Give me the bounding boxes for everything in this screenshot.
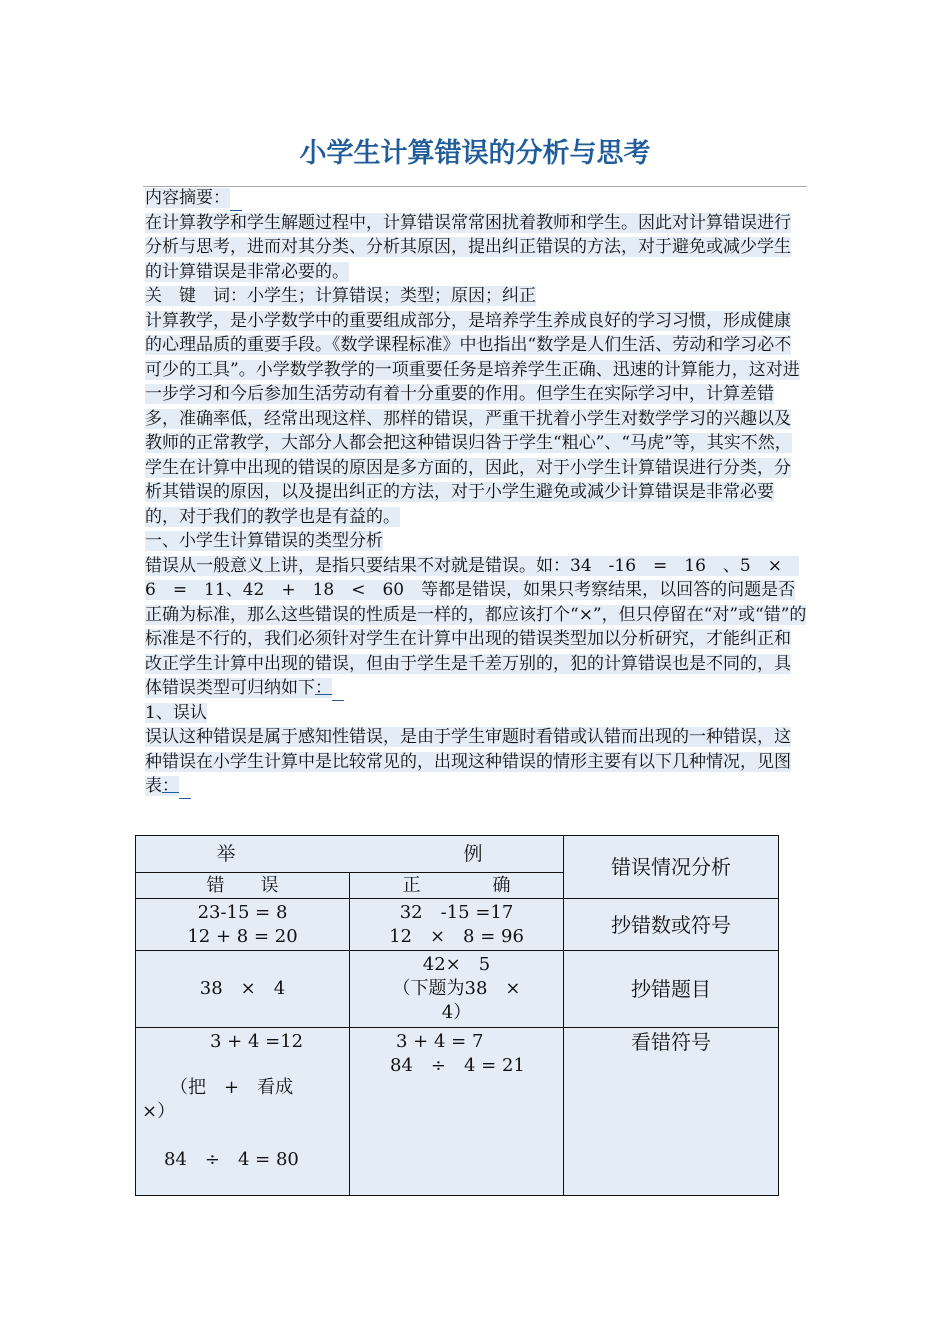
keywords-text: 小学生；计算错误；类型；原因；纠正: [247, 286, 536, 306]
abstract-text: 在计算教学和学生解题过程中，计算错误常常困扰着教师和学生。因此对计算错误进行分析与思考，进而对其分类、分析其原因，提出纠正错误的方法，对于避免或减少学生的计算错误是非常必要的。: [145, 212, 791, 282]
table-row: [136, 1028, 779, 1196]
intro-paragraph: [145, 309, 807, 530]
header-wrong: 错 误: [136, 873, 350, 899]
wrong-cell: [136, 899, 350, 951]
sub1-text: 误认这种错误是属于感知性错误，是由于学生审题时看错或认错而出现的一种错误，这种错误在小学生计算中是比较常见的，出现这种错误的情形主要有以下几种情况，见图表: [145, 727, 791, 796]
section1-heading: [145, 529, 807, 554]
blank-underline: [230, 194, 242, 211]
analysis-cell: 看错符号: [564, 1028, 779, 1196]
table-row: [136, 899, 779, 951]
abstract-label-line: [145, 186, 807, 211]
sub1-text-end: ：: [162, 776, 179, 796]
right-line: 3 + 4 = 7: [396, 1031, 484, 1052]
document-body: [145, 186, 807, 799]
wrong-cell: [136, 1028, 350, 1196]
right-line: 84 ÷ 4 = 21: [390, 1055, 525, 1076]
page-title: 小学生计算错误的分析与思考: [299, 138, 651, 169]
table-row: [136, 951, 779, 1028]
section1-paragraph: [145, 554, 807, 701]
wrong-line: 23-15 = 8: [197, 901, 288, 923]
header-analysis: 错误情况分析: [564, 836, 779, 899]
blank-underline: [179, 782, 191, 799]
blank-underline: [332, 684, 344, 701]
sub1-paragraph: [145, 725, 807, 799]
right-line: 4）: [441, 1002, 472, 1023]
abstract-paragraph: [145, 211, 807, 285]
right-cell: [350, 899, 564, 951]
intro-text: 计算教学，是小学数学中的重要组成部分，是培养学生养成良好的学习习惯，形成健康的心理品质的重要手段。《数学课程标准》中也指出“数学是人们生活、劳动和学习必不可少的工具”。小学数学教学的一项重要任务是培养学生正确、迅速的计算能力，这对进一步学习和今后参加生活劳动有着十分重要的作用。但学生在实际学习中，计算差错多，准确率低，经常出现这样、那样的错误，严重干扰着小学生对数学学习的兴趣以及教师的正常教学，大部分人都会把这种错误归咎于学生“粗心”、“马虎”等，其实不然，学生在计算中出现的错误的原因是多方面的，因此，对于小学生计算错误进行分类，分析其错误的原因，以及提出纠正的方法，对于小学生避免或减少计算错误是非常必要的，对于我们的教学也是有益的。: [145, 310, 800, 527]
header-example: 举 例: [136, 836, 564, 873]
wrong-line: 3 + 4 =12: [210, 1031, 304, 1052]
sub1-heading: [145, 701, 807, 726]
error-table: [135, 835, 778, 1196]
wrong-cell: [136, 951, 350, 1028]
section1-text-end: ：: [315, 678, 332, 698]
sub1-heading-text: 1、误认: [145, 702, 207, 723]
section1-text: 错误从一般意义上讲，是指只要结果不对就是错误。如：34 -16 = 16 、5 × 6 = 11、42 + 18 < 60 等都是错误，如果只考察结果，以回答的问题是否正确为标准，那么这些错误的性质是一样的，都应该打个“×”，但只停留在“对”或“错”的标准是不行的，我们必须针对学生在计算中出现的错误类型加以分析研究，才能纠正和改正学生计算中出现的错误，但由于学生是千差万别的，犯的计算错误也是不同的，具体错误类型可归纳如下: [145, 555, 807, 698]
wrong-line: 38 × 4: [199, 978, 286, 999]
right-line: 12 × 8 = 96: [389, 925, 524, 947]
keywords-label: 关 键 词：: [145, 286, 247, 306]
right-line: 32 -15 =17: [399, 901, 514, 923]
wrong-line: （把 + 看成: [170, 1077, 294, 1098]
abstract-label: 内容摘要：: [145, 188, 230, 208]
wrong-line: ×）: [142, 1101, 176, 1122]
analysis-cell: 抄错题目: [564, 951, 779, 1028]
header-right: 正 确: [350, 873, 564, 899]
right-line: 42× 5: [422, 954, 491, 975]
analysis-cell: 抄错数或符号: [564, 899, 779, 951]
wrong-line: 84 ÷ 4 = 80: [164, 1149, 299, 1170]
keywords-line: [145, 284, 807, 309]
right-cell: [350, 1028, 564, 1196]
right-line: （下题为38 ×: [392, 978, 521, 999]
wrong-line: 12 + 8 = 20: [187, 925, 298, 947]
right-cell: [350, 951, 564, 1028]
section1-heading-text: 一、小学生计算错误的类型分析: [145, 531, 383, 551]
